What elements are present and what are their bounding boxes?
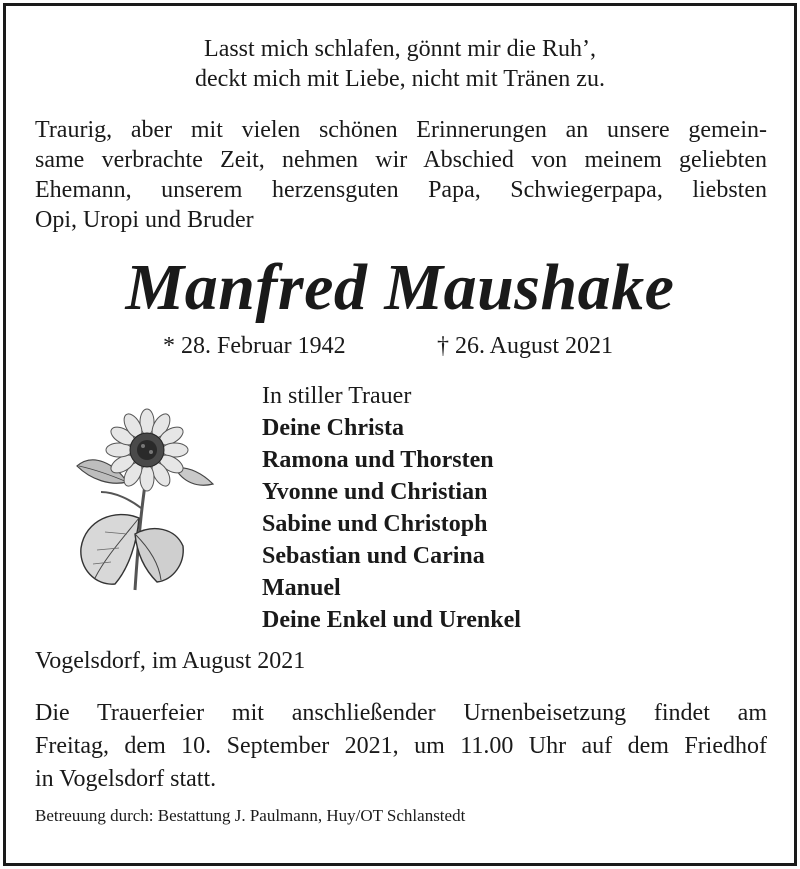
mourner-name: Deine Enkel und Urenkel <box>262 607 521 633</box>
funeral-notice <box>35 697 767 796</box>
mourner-name: Ramona und Thorsten <box>262 447 494 473</box>
place-date: Vogelsdorf, im August 2021 <box>35 648 306 674</box>
mourner-name: Sebastian und Carina <box>262 543 485 569</box>
poem-line: Lasst mich schlafen, gönnt mir die Ruh’, <box>204 36 596 62</box>
mourner-name: Sabine und Christoph <box>262 511 488 537</box>
birth-date: * 28. Februar 1942 <box>163 333 346 359</box>
funeral-home-credit: Betreuung durch: Bestattung J. Paulmann, Huy/OT Schlanstedt <box>35 806 466 825</box>
intro-line: same verbrachte Zeit, nehmen wir Abschied von meinem geliebten <box>35 147 767 173</box>
intro-text <box>35 115 767 235</box>
mourner-name: Manuel <box>262 575 341 601</box>
funeral-line: Freitag, dem 10. September 2021, um 11.00 Uhr auf dem Friedhof <box>35 733 767 759</box>
funeral-line: Die Trauerfeier mit anschließender Urnenbeisetzung findet am <box>35 700 767 726</box>
intro-line: Opi, Uropi und Bruder <box>35 207 254 233</box>
funeral-line: in Vogelsdorf statt. <box>35 766 217 792</box>
mourner-name: Deine Christa <box>262 415 404 441</box>
poem-line: deckt mich mit Liebe, nicht mit Tränen zu. <box>195 66 605 92</box>
mourners-block <box>262 380 521 636</box>
mourners-heading: In stiller Trauer <box>262 383 412 409</box>
death-date: † 26. August 2021 <box>437 333 614 359</box>
deceased-name: Manfred Maushake <box>125 251 675 324</box>
intro-line: Ehemann, unserem herzensguten Papa, Schwiegerpapa, liebsten <box>35 177 767 203</box>
poem <box>0 34 800 94</box>
mourner-name: Yvonne und Christian <box>262 479 488 505</box>
intro-line: Traurig, aber mit vielen schönen Erinnerungen an unsere gemein- <box>35 117 767 143</box>
sunflower-icon <box>75 408 217 600</box>
